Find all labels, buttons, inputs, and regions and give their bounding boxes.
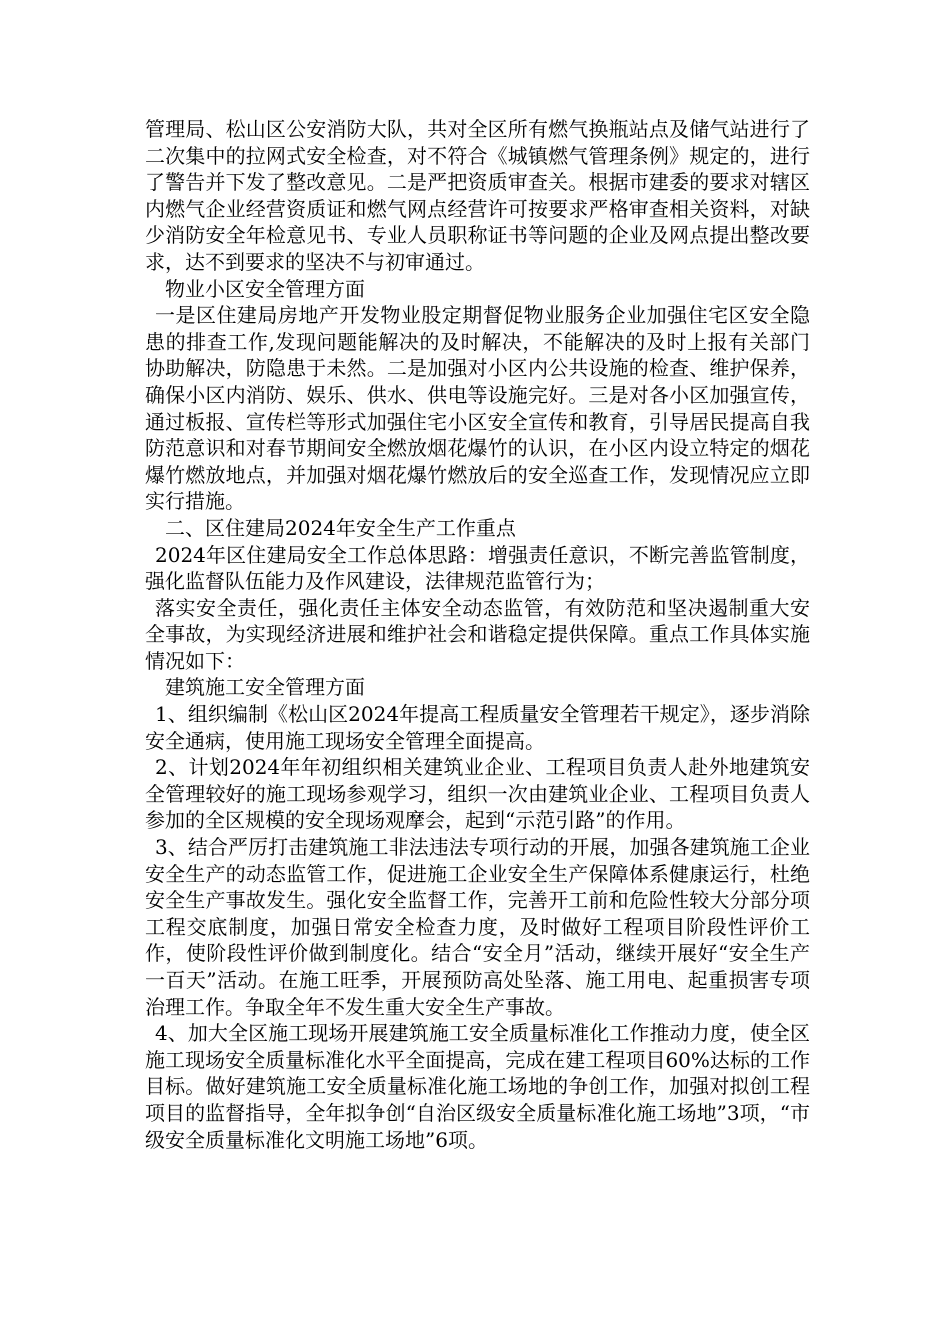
heading-property-safety: 物业小区安全管理方面 [165, 276, 365, 301]
list-item-2: 2、计划2024年年初组织相关建筑业企业、工程项目负责人赴外地建筑安全管理较好的施工现场参观学习，组织一次由建筑业企业、工程项目负责人参加的全区规模的安全现场观摩会，起到“示范引路”的作用。 [145, 755, 810, 833]
heading-construction-safety: 建筑施工安全管理方面 [165, 675, 365, 700]
list-item-3: 3、结合严厉打击建筑施工非法违法专项行动的开展，加强各建筑施工企业安全生产的动态监管工作，促进施工企业安全生产保障体系健康运行，杜绝安全生产事故发生。强化安全监督工作，完善开工前和危险性较大分部分项工程交底制度，加强日常安全检查力度，及时做好工程项目阶段性评价工作，使阶段性评价做到制度化。结合“安全月”活动，继续开展好“安全生产一百天”活动。在施工旺季，开展预防高处坠落、施工用电、起重损害专项治理工作。争取全年不发生重大安全生产事故。 [145, 835, 810, 1019]
paragraph-responsibility: 落实安全责任，强化责任主体安全动态监管，有效防范和坚决遏制重大安全事故，为实现经济进展和维护社会和谐稳定提供保障。重点工作具体实施情况如下： [145, 595, 810, 673]
paragraph-property-safety: 一是区住建局房地产开发物业股定期督促物业服务企业加强住宅区安全隐患的排查工作,发现问题能解决的及时解决，不能解决的及时上报有关部门协助解决，防隐患于未然。二是加强对小区内公共设施的检查、维护保养，确保小区内消防、娱乐、供水、供电等设施完好。三是对各小区加强宣传，通过板报、宣传栏等形式加强住宅小区安全宣传和教育，引导居民提高自我防范意识和对春节期间安全燃放烟花爆竹的认识，在小区内设立特定的烟花爆竹燃放地点，并加强对烟花爆竹燃放后的安全巡查工作，发现情况应立即实行措施。 [145, 303, 810, 514]
document-page [145, 116, 810, 1153]
paragraph-gas-inspection: 管理局、松山区公安消防大队，共对全区所有燃气换瓶站点及储气站进行了二次集中的拉网式安全检查，对不符合《城镇燃气管理条例》规定的，进行了警告并下发了整改意见。二是严把资质审查关。根据市建委的要求对辖区内燃气企业经营资质证和燃气网点经营许可按要求严格审查相关资料，对缺少消防安全年检意见书、专业人员职称证书等问题的企业及网点提出整改要求，达不到要求的坚决不与初审通过。 [145, 117, 810, 274]
list-item-4: 4、加大全区施工现场开展建筑施工安全质量标准化工作推动力度，使全区施工现场安全质量标准化水平全面提高，完成在建工程项目60%达标的工作目标。做好建筑施工安全质量标准化施工场地的争创工作，加强对拟创工程项目的监督指导，全年拟争创“自治区级安全质量标准化施工场地”3项，“市级安全质量标准化文明施工场地”6项。 [145, 1021, 810, 1152]
heading-2024-priorities: 二、区住建局2024年安全生产工作重点 [165, 515, 516, 540]
list-item-1: 1、组织编制《松山区2024年提高工程质量安全管理若干规定》，逐步消除安全通病，使用施工现场安全管理全面提高。 [145, 702, 810, 753]
paragraph-overall-approach: 2024年区住建局安全工作总体思路：增强责任意识，不断完善监管制度，强化监督队伍能力及作风建设，法律规范监管行为； [145, 542, 810, 594]
